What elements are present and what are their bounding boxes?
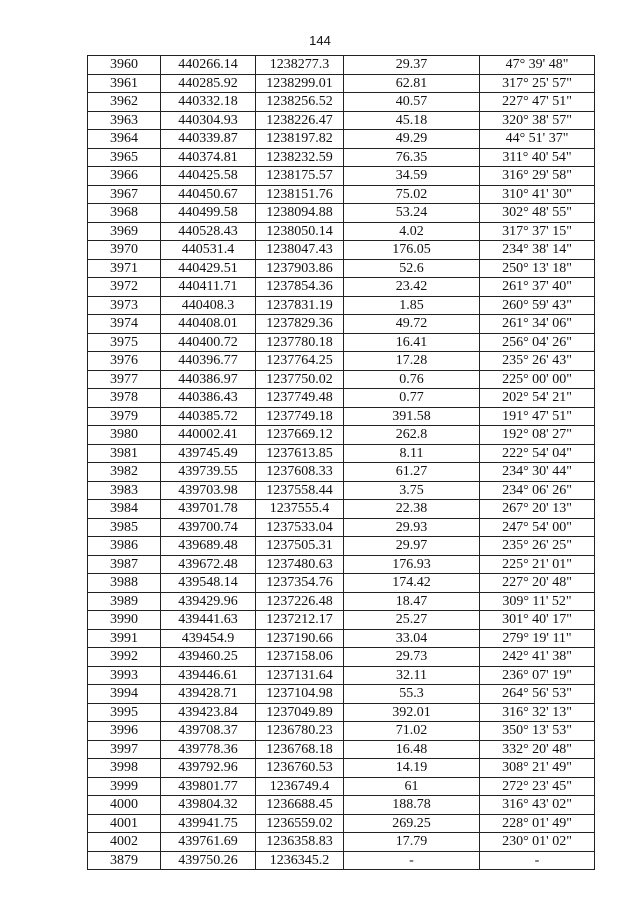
bearing-cell: 302° 48' 55" [480,204,595,223]
distance-cell: 32.11 [344,666,480,685]
table-row [88,444,595,463]
x-coordinate-cell: 439701.78 [161,500,256,519]
bearing-cell: 316° 32' 13" [480,703,595,722]
table-row [88,185,595,204]
y-coordinate-cell: 1237158.06 [256,648,344,667]
bearing-cell: 311° 40' 54" [480,148,595,167]
bearing-cell: 301° 40' 17" [480,611,595,630]
point-number-cell: 4002 [88,833,161,852]
point-number-cell: 3961 [88,74,161,93]
point-number-cell: 3987 [88,555,161,574]
point-number-cell: 3969 [88,222,161,241]
distance-cell: 176.93 [344,555,480,574]
distance-cell: 34.59 [344,167,480,186]
point-number-cell: 3976 [88,352,161,371]
table-row [88,407,595,426]
bearing-cell: 202° 54' 21" [480,389,595,408]
y-coordinate-cell: 1238232.59 [256,148,344,167]
y-coordinate-cell: 1236780.23 [256,722,344,741]
distance-cell: 176.05 [344,241,480,260]
y-coordinate-cell: 1237505.31 [256,537,344,556]
bearing-cell: 222° 54' 04" [480,444,595,463]
y-coordinate-cell: 1237555.4 [256,500,344,519]
x-coordinate-cell: 440408.3 [161,296,256,315]
y-coordinate-cell: 1237764.25 [256,352,344,371]
bearing-cell: 250° 13' 18" [480,259,595,278]
point-number-cell: 3974 [88,315,161,334]
y-coordinate-cell: 1237608.33 [256,463,344,482]
point-number-cell: 3998 [88,759,161,778]
y-coordinate-cell: 1237354.76 [256,574,344,593]
x-coordinate-cell: 440429.51 [161,259,256,278]
point-number-cell: 3981 [88,444,161,463]
y-coordinate-cell: 1237780.18 [256,333,344,352]
bearing-cell: 227° 47' 51" [480,93,595,112]
distance-cell: 61 [344,777,480,796]
table-row [88,796,595,815]
bearing-cell: - [480,851,595,870]
table-row [88,204,595,223]
bearing-cell: 234° 06' 26" [480,481,595,500]
x-coordinate-cell: 439454.9 [161,629,256,648]
y-coordinate-cell: 1237533.04 [256,518,344,537]
bearing-cell: 260° 59' 43" [480,296,595,315]
bearing-cell: 267° 20' 13" [480,500,595,519]
table-row [88,426,595,445]
x-coordinate-cell: 439750.26 [161,851,256,870]
table-row [88,93,595,112]
bearing-cell: 308° 21' 49" [480,759,595,778]
point-number-cell: 3971 [88,259,161,278]
y-coordinate-cell: 1236768.18 [256,740,344,759]
point-number-cell: 3977 [88,370,161,389]
y-coordinate-cell: 1237749.48 [256,389,344,408]
bearing-cell: 261° 34' 06" [480,315,595,334]
y-coordinate-cell: 1238094.88 [256,204,344,223]
point-number-cell: 3994 [88,685,161,704]
y-coordinate-cell: 1237750.02 [256,370,344,389]
x-coordinate-cell: 439708.37 [161,722,256,741]
x-coordinate-cell: 439700.74 [161,518,256,537]
y-coordinate-cell: 1236688.45 [256,796,344,815]
distance-cell: 40.57 [344,93,480,112]
y-coordinate-cell: 1238050.14 [256,222,344,241]
x-coordinate-cell: 439672.48 [161,555,256,574]
x-coordinate-cell: 440531.4 [161,241,256,260]
x-coordinate-cell: 440425.58 [161,167,256,186]
point-number-cell: 3962 [88,93,161,112]
point-number-cell: 3967 [88,185,161,204]
distance-cell: 22.38 [344,500,480,519]
y-coordinate-cell: 1237226.48 [256,592,344,611]
table-row [88,592,595,611]
point-number-cell: 3991 [88,629,161,648]
y-coordinate-cell: 1238151.76 [256,185,344,204]
x-coordinate-cell: 439423.84 [161,703,256,722]
y-coordinate-cell: 1236345.2 [256,851,344,870]
table-row [88,574,595,593]
x-coordinate-cell: 439441.63 [161,611,256,630]
table-row [88,759,595,778]
y-coordinate-cell: 1237669.12 [256,426,344,445]
x-coordinate-cell: 440386.43 [161,389,256,408]
x-coordinate-cell: 439745.49 [161,444,256,463]
x-coordinate-cell: 440285.92 [161,74,256,93]
table-row [88,851,595,870]
table-row [88,56,595,75]
bearing-cell: 230° 01' 02" [480,833,595,852]
point-number-cell: 3999 [88,777,161,796]
table-row [88,703,595,722]
y-coordinate-cell: 1237831.19 [256,296,344,315]
distance-cell: 269.25 [344,814,480,833]
x-coordinate-cell: 440450.67 [161,185,256,204]
table-row [88,333,595,352]
distance-cell: - [344,851,480,870]
bearing-cell: 192° 08' 27" [480,426,595,445]
y-coordinate-cell: 1237558.44 [256,481,344,500]
point-number-cell: 3979 [88,407,161,426]
table-row [88,629,595,648]
point-number-cell: 3972 [88,278,161,297]
distance-cell: 8.11 [344,444,480,463]
point-number-cell: 3983 [88,481,161,500]
distance-cell: 14.19 [344,759,480,778]
point-number-cell: 3978 [88,389,161,408]
distance-cell: 45.18 [344,111,480,130]
y-coordinate-cell: 1238277.3 [256,56,344,75]
x-coordinate-cell: 439703.98 [161,481,256,500]
x-coordinate-cell: 439460.25 [161,648,256,667]
point-number-cell: 4001 [88,814,161,833]
coordinates-table [87,55,595,870]
y-coordinate-cell: 1238299.01 [256,74,344,93]
distance-cell: 49.72 [344,315,480,334]
table-row [88,666,595,685]
distance-cell: 33.04 [344,629,480,648]
distance-cell: 61.27 [344,463,480,482]
point-number-cell: 3984 [88,500,161,519]
y-coordinate-cell: 1236559.02 [256,814,344,833]
y-coordinate-cell: 1236749.4 [256,777,344,796]
x-coordinate-cell: 439739.55 [161,463,256,482]
bearing-cell: 309° 11' 52" [480,592,595,611]
point-number-cell: 3986 [88,537,161,556]
y-coordinate-cell: 1236358.83 [256,833,344,852]
distance-cell: 71.02 [344,722,480,741]
bearing-cell: 332° 20' 48" [480,740,595,759]
table-row [88,814,595,833]
bearing-cell: 235° 26' 25" [480,537,595,556]
distance-cell: 29.93 [344,518,480,537]
y-coordinate-cell: 1237131.64 [256,666,344,685]
bearing-cell: 227° 20' 48" [480,574,595,593]
table-row [88,222,595,241]
x-coordinate-cell: 439429.96 [161,592,256,611]
distance-cell: 0.76 [344,370,480,389]
distance-cell: 17.28 [344,352,480,371]
x-coordinate-cell: 440339.87 [161,130,256,149]
bearing-cell: 225° 21' 01" [480,555,595,574]
distance-cell: 52.6 [344,259,480,278]
distance-cell: 55.3 [344,685,480,704]
table-row [88,740,595,759]
bearing-cell: 320° 38' 57" [480,111,595,130]
point-number-cell: 3968 [88,204,161,223]
distance-cell: 29.97 [344,537,480,556]
distance-cell: 262.8 [344,426,480,445]
distance-cell: 16.48 [344,740,480,759]
y-coordinate-cell: 1238226.47 [256,111,344,130]
distance-cell: 17.79 [344,833,480,852]
point-number-cell: 3989 [88,592,161,611]
table-row [88,555,595,574]
point-number-cell: 3982 [88,463,161,482]
y-coordinate-cell: 1237854.36 [256,278,344,297]
table-row [88,278,595,297]
bearing-cell: 261° 37' 40" [480,278,595,297]
distance-cell: 53.24 [344,204,480,223]
x-coordinate-cell: 440528.43 [161,222,256,241]
x-coordinate-cell: 440408.01 [161,315,256,334]
bearing-cell: 317° 25' 57" [480,74,595,93]
point-number-cell: 3879 [88,851,161,870]
bearing-cell: 310° 41' 30" [480,185,595,204]
x-coordinate-cell: 440400.72 [161,333,256,352]
table-row [88,130,595,149]
distance-cell: 392.01 [344,703,480,722]
table-row [88,500,595,519]
y-coordinate-cell: 1237829.36 [256,315,344,334]
x-coordinate-cell: 440374.81 [161,148,256,167]
distance-cell: 76.35 [344,148,480,167]
table-row [88,611,595,630]
distance-cell: 188.78 [344,796,480,815]
point-number-cell: 3985 [88,518,161,537]
bearing-cell: 225° 00' 00" [480,370,595,389]
distance-cell: 29.37 [344,56,480,75]
bearing-cell: 235° 26' 43" [480,352,595,371]
bearing-cell: 279° 19' 11" [480,629,595,648]
x-coordinate-cell: 440385.72 [161,407,256,426]
y-coordinate-cell: 1238175.57 [256,167,344,186]
distance-cell: 25.27 [344,611,480,630]
distance-cell: 0.77 [344,389,480,408]
y-coordinate-cell: 1238197.82 [256,130,344,149]
distance-cell: 3.75 [344,481,480,500]
x-coordinate-cell: 439804.32 [161,796,256,815]
table-row [88,241,595,260]
distance-cell: 75.02 [344,185,480,204]
page-number: 144 [309,33,331,48]
bearing-cell: 264° 56' 53" [480,685,595,704]
distance-cell: 16.41 [344,333,480,352]
bearing-cell: 236° 07' 19" [480,666,595,685]
y-coordinate-cell: 1236760.53 [256,759,344,778]
table-row [88,296,595,315]
point-number-cell: 3993 [88,666,161,685]
x-coordinate-cell: 439689.48 [161,537,256,556]
distance-cell: 29.73 [344,648,480,667]
x-coordinate-cell: 439778.36 [161,740,256,759]
y-coordinate-cell: 1237903.86 [256,259,344,278]
point-number-cell: 3990 [88,611,161,630]
x-coordinate-cell: 439446.61 [161,666,256,685]
x-coordinate-cell: 439548.14 [161,574,256,593]
y-coordinate-cell: 1238256.52 [256,93,344,112]
x-coordinate-cell: 440499.58 [161,204,256,223]
x-coordinate-cell: 440266.14 [161,56,256,75]
point-number-cell: 3973 [88,296,161,315]
table-row [88,111,595,130]
bearing-cell: 317° 37' 15" [480,222,595,241]
table-row [88,74,595,93]
x-coordinate-cell: 440002.41 [161,426,256,445]
table-row [88,370,595,389]
table-row [88,722,595,741]
bearing-cell: 44° 51' 37" [480,130,595,149]
distance-cell: 4.02 [344,222,480,241]
y-coordinate-cell: 1238047.43 [256,241,344,260]
bearing-cell: 234° 30' 44" [480,463,595,482]
point-number-cell: 3965 [88,148,161,167]
point-number-cell: 4000 [88,796,161,815]
y-coordinate-cell: 1237190.66 [256,629,344,648]
bearing-cell: 272° 23' 45" [480,777,595,796]
bearing-cell: 242° 41' 38" [480,648,595,667]
table-row [88,315,595,334]
distance-cell: 49.29 [344,130,480,149]
point-number-cell: 3975 [88,333,161,352]
point-number-cell: 3997 [88,740,161,759]
point-number-cell: 3992 [88,648,161,667]
bearing-cell: 247° 54' 00" [480,518,595,537]
point-number-cell: 3966 [88,167,161,186]
y-coordinate-cell: 1237212.17 [256,611,344,630]
table-row [88,833,595,852]
table-row [88,777,595,796]
x-coordinate-cell: 440411.71 [161,278,256,297]
distance-cell: 1.85 [344,296,480,315]
x-coordinate-cell: 440304.93 [161,111,256,130]
table-row [88,352,595,371]
table-row [88,463,595,482]
bearing-cell: 256° 04' 26" [480,333,595,352]
y-coordinate-cell: 1237104.98 [256,685,344,704]
distance-cell: 62.81 [344,74,480,93]
table-row [88,481,595,500]
point-number-cell: 3980 [88,426,161,445]
distance-cell: 23.42 [344,278,480,297]
y-coordinate-cell: 1237480.63 [256,555,344,574]
point-number-cell: 3960 [88,56,161,75]
point-number-cell: 3963 [88,111,161,130]
table-row [88,537,595,556]
distance-cell: 391.58 [344,407,480,426]
point-number-cell: 3970 [88,241,161,260]
point-number-cell: 3996 [88,722,161,741]
x-coordinate-cell: 439801.77 [161,777,256,796]
x-coordinate-cell: 439428.71 [161,685,256,704]
bearing-cell: 234° 38' 14" [480,241,595,260]
table-row [88,148,595,167]
x-coordinate-cell: 440332.18 [161,93,256,112]
distance-cell: 174.42 [344,574,480,593]
bearing-cell: 191° 47' 51" [480,407,595,426]
x-coordinate-cell: 439941.75 [161,814,256,833]
bearing-cell: 228° 01' 49" [480,814,595,833]
table-row [88,648,595,667]
point-number-cell: 3988 [88,574,161,593]
table-row [88,518,595,537]
point-number-cell: 3964 [88,130,161,149]
table-row [88,259,595,278]
bearing-cell: 47° 39' 48" [480,56,595,75]
table-row [88,389,595,408]
x-coordinate-cell: 440396.77 [161,352,256,371]
table-row [88,167,595,186]
y-coordinate-cell: 1237749.18 [256,407,344,426]
point-number-cell: 3995 [88,703,161,722]
bearing-cell: 350° 13' 53" [480,722,595,741]
x-coordinate-cell: 439792.96 [161,759,256,778]
distance-cell: 18.47 [344,592,480,611]
x-coordinate-cell: 439761.69 [161,833,256,852]
table-row [88,685,595,704]
x-coordinate-cell: 440386.97 [161,370,256,389]
bearing-cell: 316° 43' 02" [480,796,595,815]
y-coordinate-cell: 1237049.89 [256,703,344,722]
y-coordinate-cell: 1237613.85 [256,444,344,463]
bearing-cell: 316° 29' 58" [480,167,595,186]
